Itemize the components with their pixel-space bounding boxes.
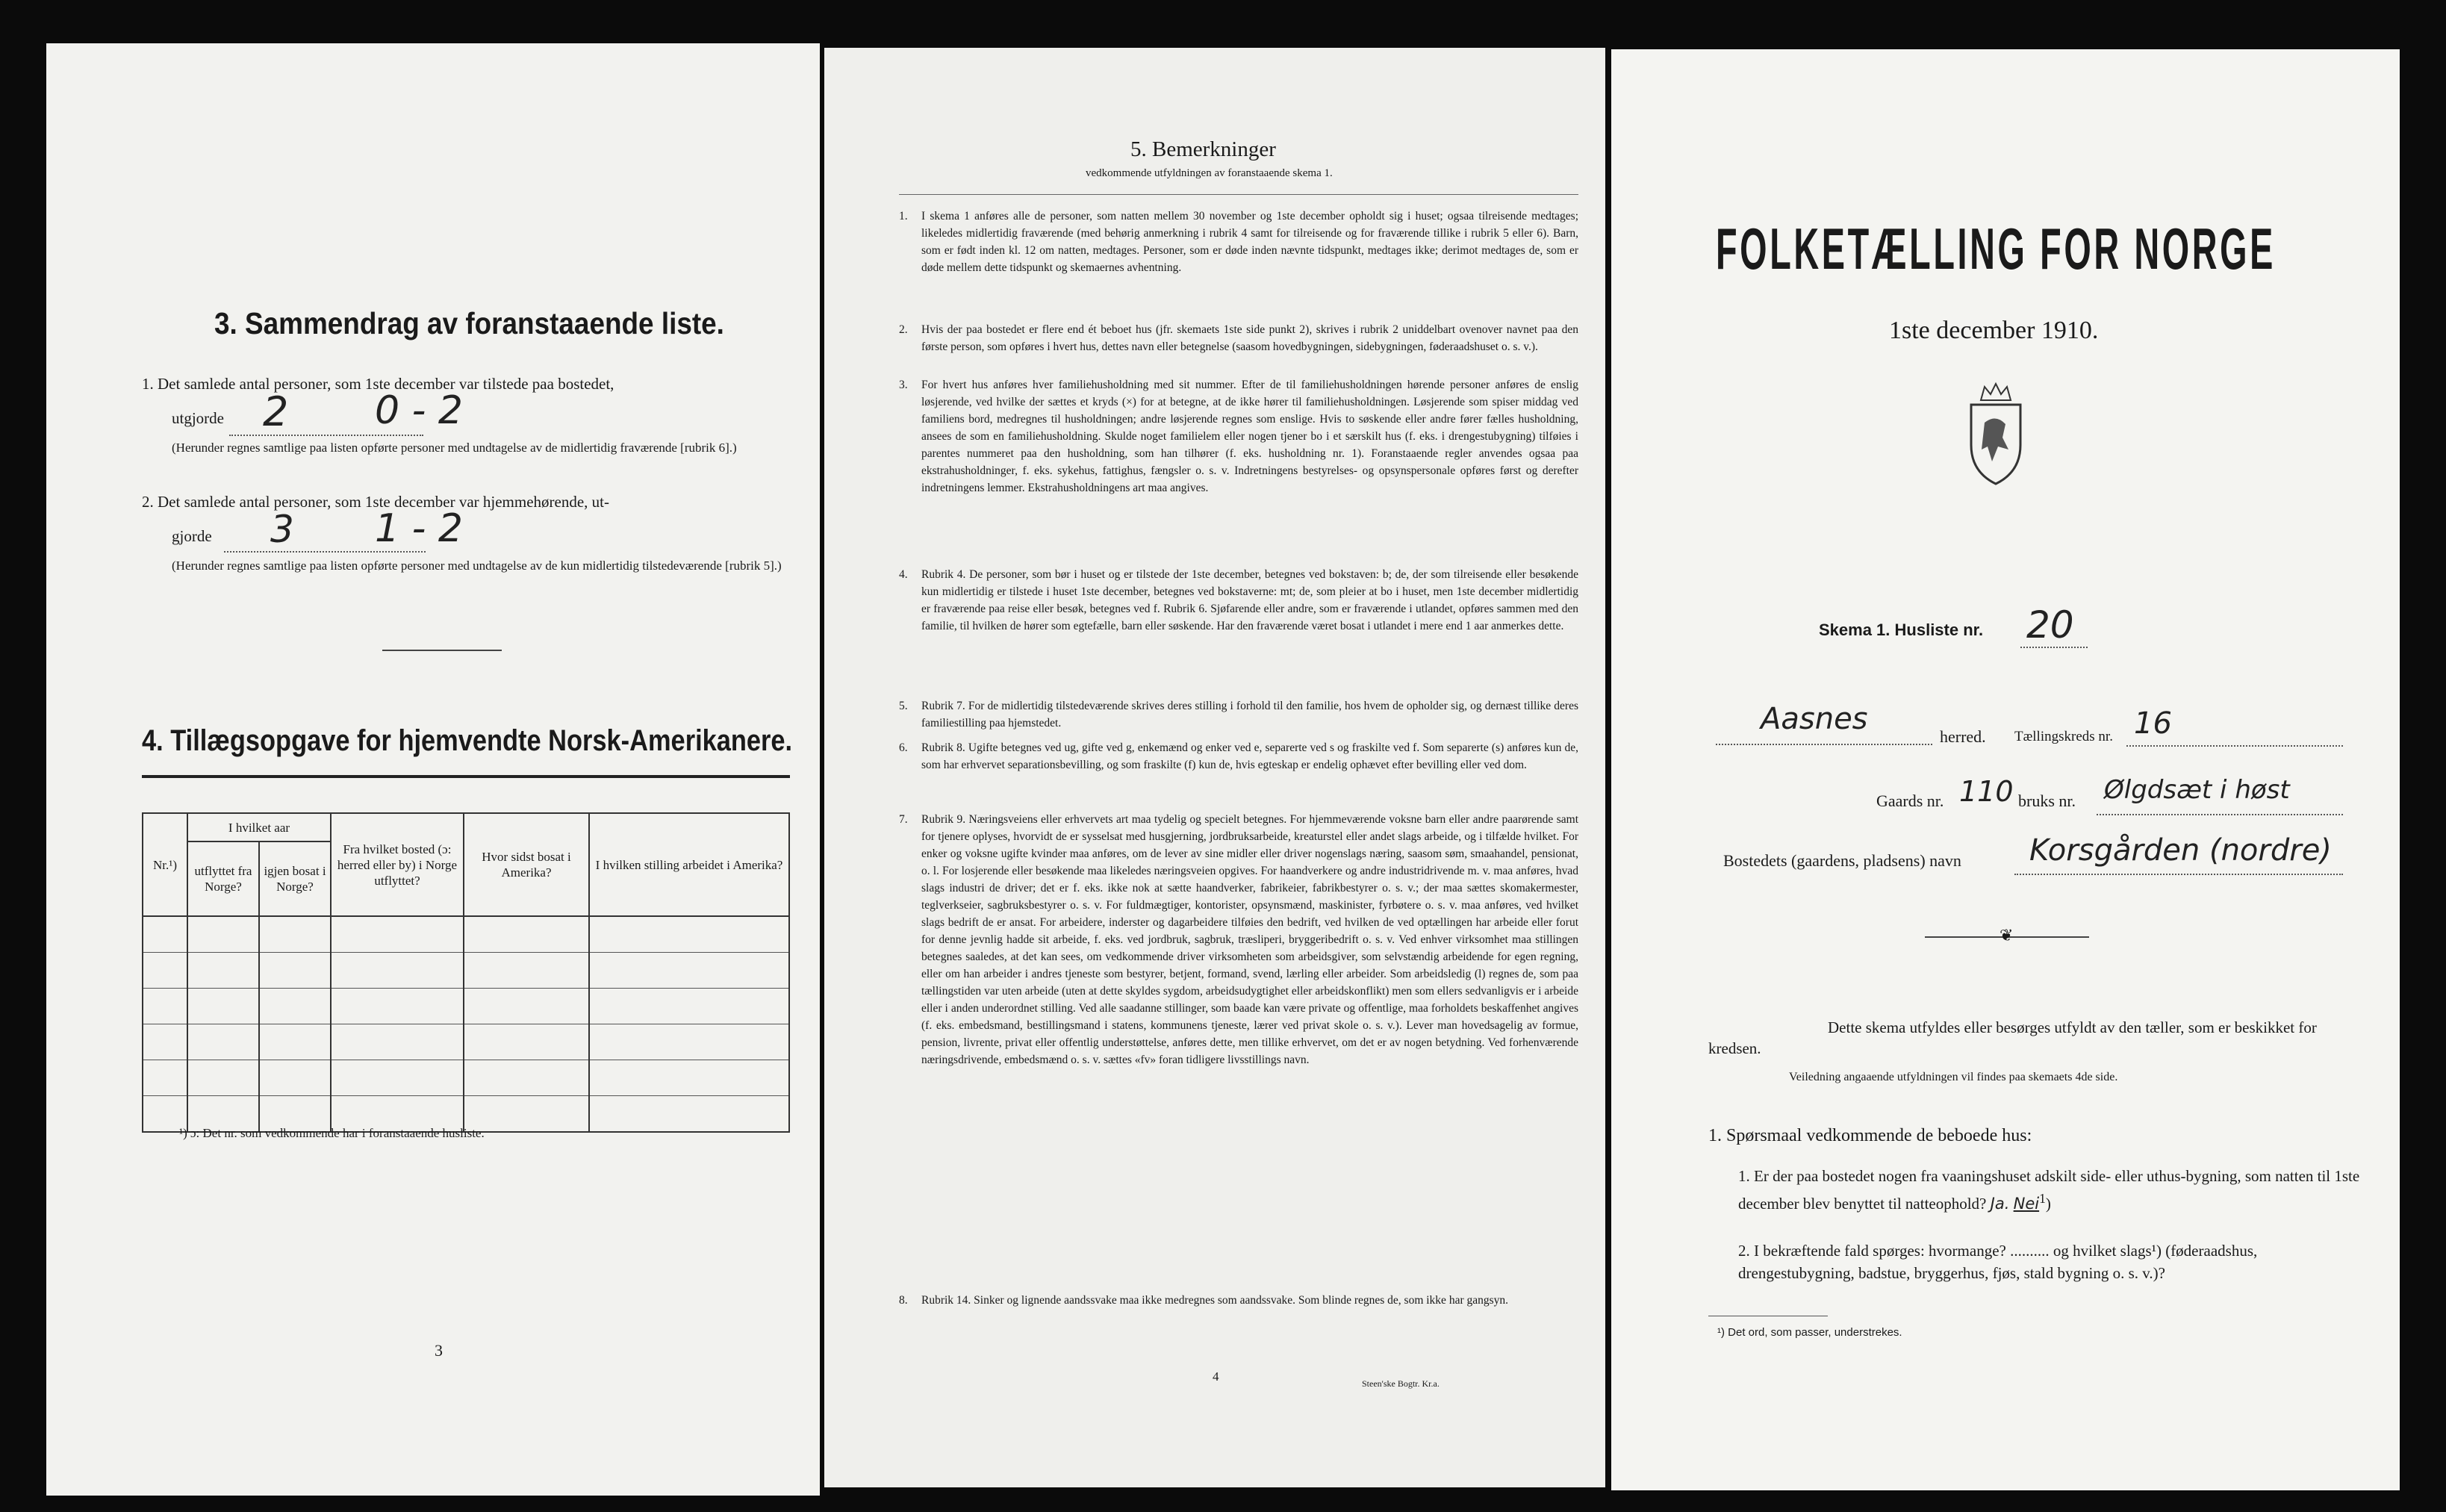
col-bosat-amerika: Hvor sidst bosat i Amerika? [464,813,589,916]
answer-ja: Ja. [1990,1195,2010,1213]
item1-extra: 0 - 2 [375,388,463,433]
page-number: 4 [1213,1369,1219,1384]
krets-label: Tællingskreds nr. [2014,729,2113,744]
section4-title: 4. Tillægsopgave for hjemvendte Norsk-Amerikanere. [142,724,793,757]
remark-2: 2. Hvis der paa bostedet er flere end ét beboet hus (jfr. skemaets 1ste side punkt 2), skrives i rubrik 2 uniddelbart ovenover navnet paa den første person, som opføres i hvert hus, dettes navn eller betegnelse (saasom hovedbygningen, sidebygningen, føderaadshuset o. s. v.). [899,323,1578,353]
page-left [46,43,820,1496]
table-row [143,1024,789,1060]
answer-nei: Nei [2013,1195,2040,1213]
bruks-dotline [2097,814,2343,815]
schema-label: Skema 1. Husliste nr. [1819,620,1984,639]
table-row [143,1060,789,1096]
footnote: ¹) Det ord, som passer, understrekes. [1717,1326,1902,1339]
bruks-value: Ølgdsæt i høst [2104,775,2290,805]
herred-value: Aasnes [1761,702,1868,736]
remarks-subtitle: vedkommende utfyldningen av foranstaaende skema 1. [1086,167,1333,179]
col-group-year: I hvilket aar [187,813,331,841]
footnote: ¹) ɔ: Det nr. som vedkommende har i foranstaaende husliste. [179,1126,485,1140]
remark-5: 5. Rubrik 7. For de midlertidig tilstedeværende skrives deres stilling i forhold til den familie, hos hvem de opholder sig, og dernæst tillike deres familiestilling paa hjemstedet. [899,700,1578,729]
remark-8: 8. Rubrik 14. Sinker og lignende aandssvake maa ikke medregnes som aandssvake. Som blinde regnes de, som ikke har gangsyn. [899,1294,1509,1307]
guidance: Veiledning angaaende utfyldningen vil findes paa skemaets 4de side. [1789,1071,2118,1083]
bosted-value: Korsgården (nordre) [2029,833,2332,868]
remark-3: 3. For hvert hus anføres hver familiehusholdning med sit nummer. Efter de til familiehusholdningen hørende personer anføres de enslig løsjerende, ved hvilke der sættes et kryds (×) for at betegne, at de ikke hører til familiehusholdningen. Løsjerende som spiser middag ved familiens bord, medregnes til husholdningen; andre løsjerende regnes som enslige. Hvis to søskende eller andre fører fælles husholdning, ansees de som en familiehusholdning. Skulde noget familielem eller nogen tjener bo i et særskilt hus (f. eks. i drengestubygning) tilføies i parentes nummeret paa den husholdning, som han tilhører (f. eks. husholdning nr. 1). Foranstaaende regler anvendes ogsaa paa ekstrahusholdninger, f. eks. sykehus, fattighus, fængsler o. s. v. Indretningens bestyrelses- og opsynspersonale opføres først og derefter indretningens lemmer. Ekstrahusholdningens art maa angives. [899,379,1578,494]
census-title: FOLKETÆLLING FOR NORGE [1716,216,2276,281]
col-bosted-norge: Fra hvilket bosted (ɔ: herred eller by) i Norge utflyttet? [331,813,464,916]
table-top-rule [142,775,790,778]
table-row [143,916,789,953]
remarks-title: 5. Bemerkninger [1130,137,1276,161]
item1-prefix: utgjorde [172,409,224,427]
krets-value: 16 [2134,706,2172,741]
gaards-value: 110 [1959,775,2014,808]
bosted-label: Bostedets (gaardens, pladsens) navn [1723,851,1961,870]
schema-dotline [2020,647,2088,648]
item2-extra: 1 - 2 [375,506,463,551]
col-igjen-bosat: igjen bosat i Norge? [259,841,331,916]
schema-value: 20 [2026,603,2074,647]
item1-note: (Herunder regnes samtlige paa listen opførte personer med undtagelse av de midlertidig fraværende [rubrik 6].) [172,441,737,455]
coat-of-arms-icon [1955,378,2037,490]
item1-dotline [229,435,423,436]
q1-title: 1. Spørsmaal vedkommende de beboede hus: [1708,1126,2032,1145]
q1-1: 1. Er der paa bostedet nogen fra vaaningshuset adskilt side- eller uthus-bygning, som natten til 1ste december blev benyttet til natteophold? Ja. Nei$^1$) [1738,1167,2360,1213]
item2-text: 2. Det samlede antal personer, som 1ste december var hjemmehørende, ut- [142,493,610,511]
page-middle [824,48,1605,1487]
item1-text: 1. Det samlede antal personer, som 1ste december var tilstede paa bostedet, [142,375,614,393]
gaards-label: Gaards nr. [1876,791,1944,810]
item2-note: (Herunder regnes samtlige paa listen opførte personer med undtagelse av de kun midlertidig tilstedeværende [rubrik 5].) [172,559,782,573]
bruks-label: bruks nr. [2018,791,2076,810]
page-right [1611,49,2400,1490]
bosted-dotline [2014,874,2343,875]
remarks-rule [899,194,1578,195]
table-row [143,989,789,1024]
instructions: Dette skema utfyldes eller besørges utfyldt av den tæller, som er beskikket for kredsen. [1708,1018,2317,1057]
remark-6: 6. Rubrik 8. Ugifte betegnes ved ug, gifte ved g, enkemænd og enker ved e, separerte ved s og fraskilte ved f. Som separerte (s) anføres kun de, som har erhvervet separationsbevilling, og som fraskilte (f) kun de, hvis egteskap er endelig ophævet efter bevilling eller ved dom. [899,741,1578,771]
norsk-amerikanere-table [142,812,790,1133]
item2-value: 3 [270,508,294,551]
page-number: 3 [435,1341,443,1360]
item2-dotline [224,551,426,553]
col-stilling-amerika: I hvilken stilling arbeidet i Amerika? [589,813,789,916]
remark-7: 7. Rubrik 9. Næringsveiens eller erhvervets art maa tydelig og specielt betegnes. For hjemmeværende voksne barn eller andre paarørende samt for tjenere oplyses, hvorvidt de er sysselsat med husgjerning, jordbruksarbeide, kreaturstel eller andet slags arbeide, og i tilfælde hvilket. For enker og voksne ugifte kvinder maa anføres, om de lever av sine midler eller driver nogenslags næring, saasom søm, smaahandel, pensionat, o. l. For losjerende eller besøkende maa likeledes næringsveien opgives. For haandverkere og andre industridrivende m. v. maa anføres, hvad slags industri de driver; det er f. eks. ikke nok at sætte haandverker, fabrikeier, fabrikbestyrer o. s. v.; der maa sættes skomakermester, teglverkseier, sagbruksbestyrer o. s. v. For fuldmægtiger, kontorister, opsynsmænd, maskinister, fyrbøtere o. s. v. maa anføres, ved hvilket slags bedrift de er ansat. For arbeidere, inderster og dagarbeidere tilføies den bedrift, ved hvilken de ved optællingen har arbeide eller forut for denne jevnlig hadde sit arbeide, f. eks. ved jordbruk, sagbruk, træsliperi, bryggeribedrift o. s. v. Ved enhver virksomhet maa stillingen betegnes saaledes, at det kan sees, om vedkommende driver virksomheten som arbeidsgiver, som selvstændig arbeidende for egen regning, eller om han arbeider i andres tjeneste som bestyrer, betjent, formand, svend, lærling eller arbeider. Som arbeidsledig (l) regnes de, som paa tællingstiden var uten arbeide (uten at dette skyldes sygdom, arbeidsudygtighet eller arbeidskonflikt) men som ellers sedvanligvis er i arbeide eller i anden underordnet stilling. Ved alle saadanne stillinger, som baade kan være private og offentlige, maa forholdets beskaffenhet angives (f. eks. embedsmand, bestillingsmand i statens, kommunens tjeneste, lærer ved privat skole o. s. v.). Lever man hovedsagelig av formue, pension, livrente, privat eller offentlig understøttelse, anføres dette, men tillike erhvervet, om det er av nogen betydning. Ved forhenværende næringsdrivende, embedsmænd o. s. v. sættes «fv» foran tidligere livsstillings navn. [899,813,1578,1066]
q1-2: 2. I bekræftende fald spørges: hvormange? .......... og hvilket slags¹) (føderaadshus, drengestubygning, badstue, bryggerhus, fjøs, stald bygning o. s. v.)? [1738,1242,2258,1282]
census-date: 1ste december 1910. [1889,317,2099,344]
item2-prefix: gjorde [172,527,212,545]
herred-dotline [1716,744,1932,745]
herred-label: herred. [1940,727,1986,746]
col-utflyttet: utflyttet fra Norge? [187,841,259,916]
krets-dotline [2126,745,2343,747]
remark-1: 1. I skema 1 anføres alle de personer, som natten mellem 30 november og 1ste december opholdt sig i huset; ogsaa tilreisende medtages; likeledes midlertidig fraværende (med behørig anmerkning i rubrik 4 samt for tilreisende og for fraværende tillike i rubrik 5 eller 6). Barn, som er født inden kl. 12 om natten, medtages. Personer, som er døde inden nævnte tidspunkt, medtages ikke; derimot medtages de, som er døde mellem dette tidspunkt og skemaernes avhentning. [899,210,1578,274]
table-row [143,953,789,989]
ornament-icon: ❦ [2000,926,2014,945]
remark-4: 4. Rubrik 4. De personer, som bør i huset og er tilstede der 1ste december, betegnes ved bokstaven: b; de, der som tilreisende eller besøkende kun midlertidig er tilstede i huset 1ste december, betegnes ved bokstaverne: mt; de, som pleier at bo i huset, men 1ste december midlertidig er fraværende paa reise eller besøk, betegnes ved f. Rubrik 6. Sjøfarende eller andre, som er fraværende i utlandet, opføres sammen med den familie, til hvilken de hører som egtefælle, barn eller søskende. Har den fraværende været bosat i utlandet i mere end 1 aar anmerkes dette. [899,568,1578,632]
printer-mark: Steen'ske Bogtr. Kr.a. [1362,1378,1440,1389]
q1-1-text: 1. Er der paa bostedet nogen fra vaaningshuset adskilt side- eller uthus-bygning, som natten til 1ste december blev benyttet til natteophold? [1738,1167,2360,1213]
divider [382,650,502,651]
item1-value: 2 [263,388,289,435]
col-nr: Nr.¹) [143,813,187,916]
section3-title: 3. Sammendrag av foranstaaende liste. [214,306,724,340]
